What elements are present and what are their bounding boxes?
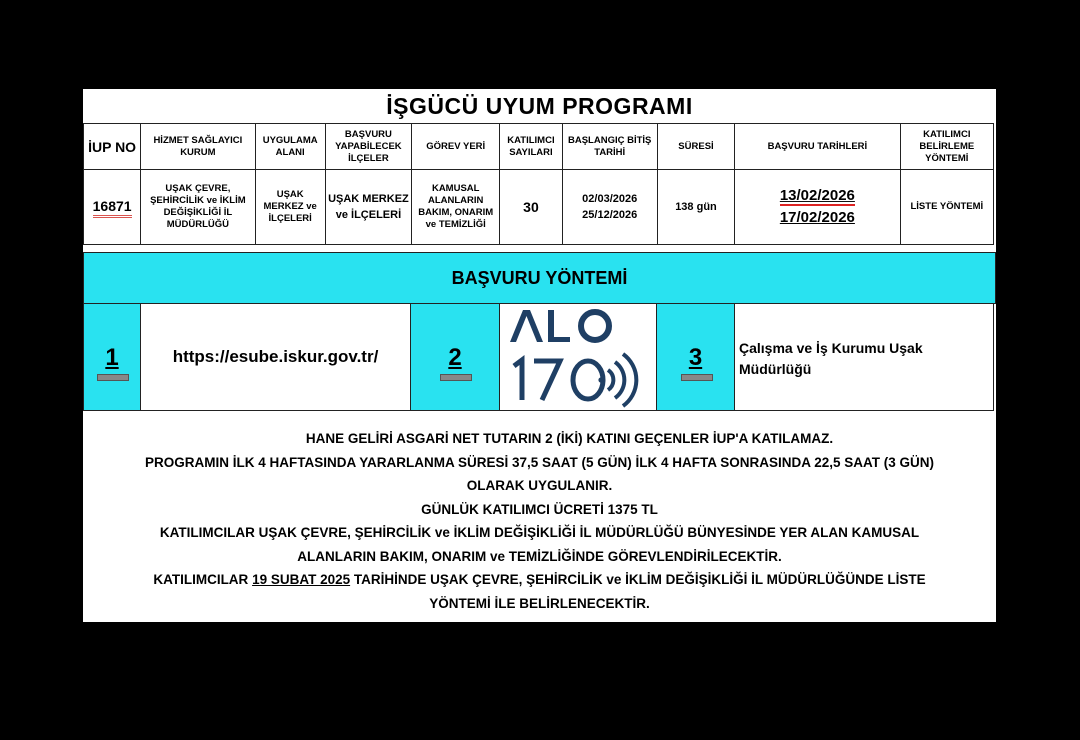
method-1-marker (97, 374, 129, 381)
header-dates: BAŞLANGIÇ BİTİŞ TARİHİ (562, 124, 657, 170)
cell-districts: UŞAK MERKEZ ve İLÇELERİ (325, 170, 411, 245)
note-text: KATILIMCILAR (153, 572, 253, 587)
header-method: KATILIMCI BELİRLEME YÖNTEMİ (900, 124, 993, 170)
method-2-number-cell (410, 303, 500, 411)
header-apply-dates: BAŞVURU TARİHLERİ (735, 124, 901, 170)
method-3-text: Çalışma ve İş Kurumu Uşak Müdürlüğü (739, 340, 923, 377)
note-line: KATILIMCILAR UŞAK ÇEVRE, ŞEHİRCİLİK ve İKLİM DEĞİŞİKLİĞİ İL MÜDÜRLÜĞÜ BÜNYESİNDE YER ALAN KAMUSAL (159, 525, 920, 540)
header-participants: KATILIMCI SAYILARI (500, 124, 562, 170)
header-districts: BAŞVURU YAPABİLECEK İLÇELER (325, 124, 411, 170)
page-title: İŞGÜCÜ UYUM PROGRAMI (386, 93, 693, 119)
note-line (83, 568, 996, 592)
method-3-marker (681, 374, 713, 381)
alo-170-logo (500, 304, 656, 410)
note-line: ALANLARIN BAKIM, ONARIM ve TEMİZLİĞİNDE GÖREVLENDİRİLECEKTİR. (297, 548, 782, 564)
program-table (83, 123, 994, 245)
cell-iup-no (84, 170, 141, 245)
method-2-marker (440, 374, 472, 381)
method-1-cell (140, 303, 411, 411)
header-duration: SÜRESİ (657, 124, 734, 170)
note-line: PROGRAMIN İLK 4 HAFTASINDA YARARLANMA SÜRESİ 37,5 SAAT (5 GÜN) İLK 4 HAFTA SONRASINDA 22,5 SAAT (3 GÜN) (144, 454, 935, 470)
end-date: 25/12/2026 (582, 209, 638, 221)
method-2-cell (499, 303, 657, 411)
method-1-number-cell (83, 303, 141, 411)
method-3-number: 3 (688, 344, 703, 371)
header-iup-no: İUP NO (84, 124, 141, 170)
header-provider: HİZMET SAĞLAYICI KURUM (141, 124, 255, 170)
note-line: YÖNTEMİ İLE BELİRLENECEKTİR. (429, 595, 650, 611)
table-header-row (84, 124, 994, 170)
program-notes (83, 427, 996, 615)
table-row (84, 170, 994, 245)
note-line: GÜNLÜK KATILIMCI ÜCRETİ 1375 TL (421, 501, 658, 517)
selection-date: 19 SUBAT 2025 (252, 572, 351, 587)
header-duty-place: GÖREV YERİ (412, 124, 500, 170)
cell-area: UŞAK MERKEZ ve İLÇELERİ (255, 170, 325, 245)
iup-no-value: 16871 (93, 198, 132, 218)
application-methods-row (83, 303, 994, 412)
cell-duration: 138 gün (657, 170, 734, 245)
apply-end-date: 17/02/2026 (779, 209, 855, 226)
cell-duty-place: KAMUSAL ALANLARIN BAKIM, ONARIM ve TEMİZLİĞİ (412, 170, 500, 245)
program-sheet (83, 89, 996, 622)
cell-participants: 30 (500, 170, 562, 245)
method-1-number: 1 (105, 344, 119, 371)
cell-provider: UŞAK ÇEVRE, ŞEHİRCİLİK ve İKLİM DEĞİŞİKLİĞİ İL MÜDÜRLÜĞÜ (141, 170, 255, 245)
start-date: 02/03/2026 (582, 193, 638, 205)
method-3-cell (734, 303, 994, 411)
cell-apply-dates (735, 170, 901, 245)
method-1-url[interactable]: https://esube.iskur.gov.tr/ (172, 347, 379, 366)
cell-method: LİSTE YÖNTEMİ (900, 170, 993, 245)
method-2-number: 2 (448, 344, 462, 371)
note-line: HANE GELİRİ ASGARİ NET TUTARIN 2 (İKİ) KATINI GEÇENLER İUP'A KATILAMAZ. (305, 431, 834, 446)
application-method-heading: BAŞVURU YÖNTEMİ (83, 252, 996, 304)
note-text: TARİHİNDE UŞAK ÇEVRE, ŞEHİRCİLİK ve İKLİM DEĞİŞİKLİĞİ İL MÜDÜRLÜĞÜNDE LİSTE (350, 572, 926, 587)
apply-start-date: 13/02/2026 (779, 187, 855, 204)
method-3-number-cell (656, 303, 735, 411)
header-area: UYGULAMA ALANI (255, 124, 325, 170)
note-line: OLARAK UYGULANIR. (466, 478, 613, 493)
cell-dates (562, 170, 657, 245)
